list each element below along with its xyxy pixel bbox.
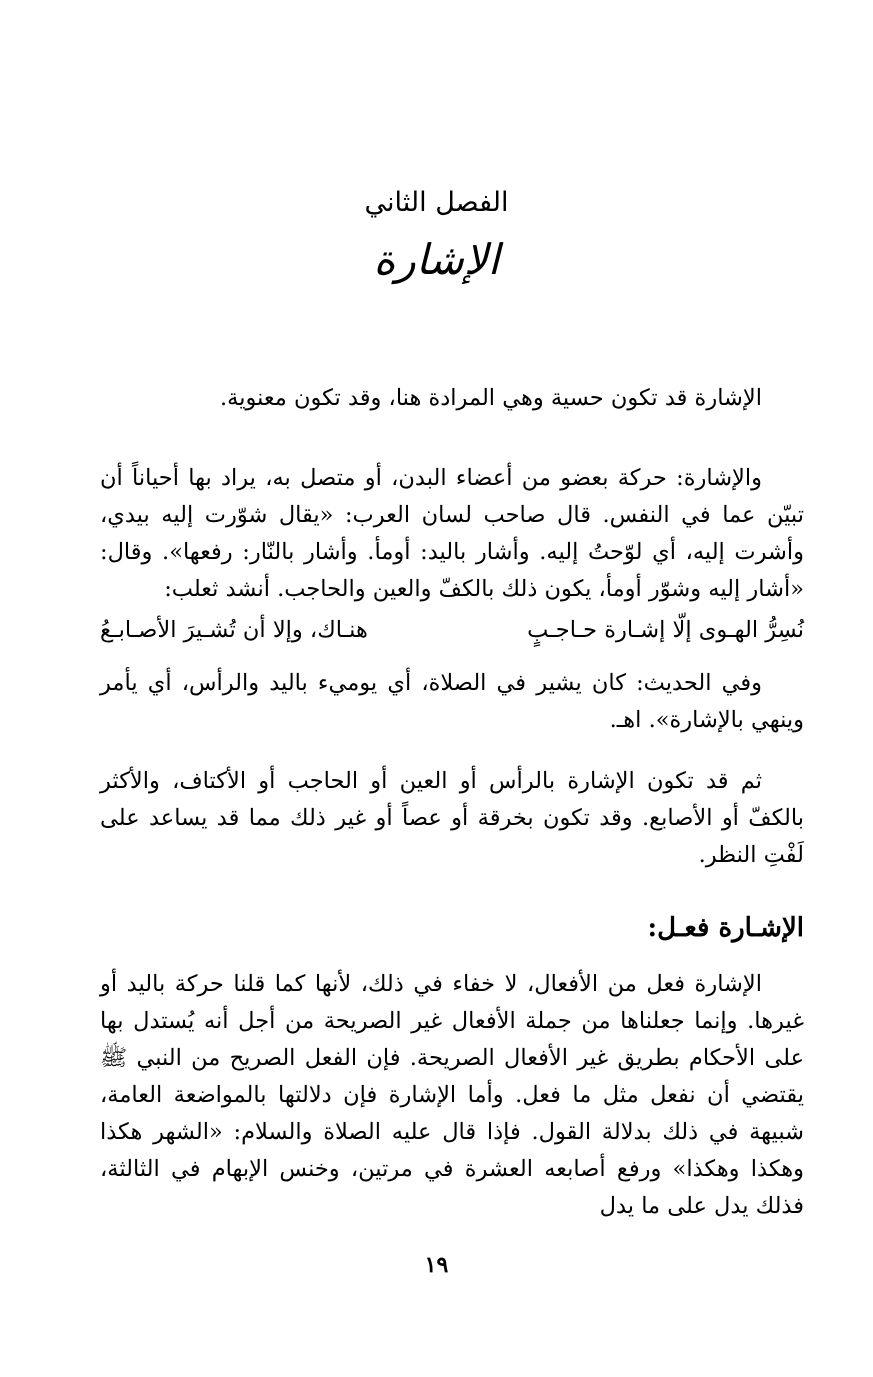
section-heading: الإشـارة فعـل: (647, 913, 804, 943)
paragraph-hadith (100, 665, 804, 739)
verse-first-hemistich: نُسِرُّ الهـوى إلّا إشـارة حـاجـبٍ (527, 617, 804, 643)
paragraph-means (100, 763, 804, 874)
paragraph-text: ثم قد تكون الإشارة بالرأس أو العين أو الحاجب أو الأكتاف، والأكثر بالكفّ أو الأصابع. وقد تكون بخرقة أو عصاً أو غير ذلك مما قد يساعد على لَفْتِ النظر. (100, 768, 804, 868)
chapter-label: الفصل الثاني (364, 187, 509, 218)
paragraph-text: وفي الحديث: كان يشير في الصلاة، أي يوميء باليد والرأس، أي يأمر وينهي بالإشارة». اهـ. (100, 670, 804, 733)
paragraph-definition (100, 460, 804, 608)
verse-second-hemistich: هنـاك، وإلا أن تُشـيرَ الأصـابـعُ (100, 617, 368, 643)
paragraph-section (100, 966, 804, 1225)
poetry-verse (100, 611, 804, 649)
paragraph-text: والإشارة: حركة بعضو من أعضاء البدن، أو متصل به، يراد بها أحياناً أن تبيّن عما في النفس. قال صاحب لسان العرب: «يقال شوّرت إليه بيدي، وأشرت إليه، أي لوّحتُ إليه. وأشار باليد: أومأ. وأشار بالنّار: رفعها». وقال: «أشار إليه وشوّر أومأ، يكون ذلك بالكفّ والعين والحاجب. أنشد ثعلب: (100, 465, 804, 602)
paragraph-text: الإشارة فعل من الأفعال، لا خفاء في ذلك، لأنها كما قلنا حركة باليد أو غيرها. وإنما جعلناها من جملة الأفعال غير الصريحة من أجل أنه يُستدل بها على الأحكام بطريق غير الأفعال الصريحة. فإن الفعل الصريح من النبي ﷺ يقتضي أن نفعل مثل ما فعل. وأما الإشارة فإن دلالتها بالمواضعة العامة، شبيهة في ذلك بدلالة القول. فإذا قال عليه الصلاة والسلام: «الشهر هكذا وهكذا وهكذا» ورفع أصابعه العشرة في مرتين، وخنس الإبهام في الثالثة، فذلك يدل على ما يدل (100, 971, 804, 1219)
page-number: ١٩ (424, 1252, 449, 1278)
chapter-title: الإشارة (373, 235, 500, 284)
paragraph-intro (100, 380, 804, 417)
paragraph-text: الإشارة قد تكون حسية وهي المرادة هنا، وقد تكون معنوية. (220, 385, 762, 411)
